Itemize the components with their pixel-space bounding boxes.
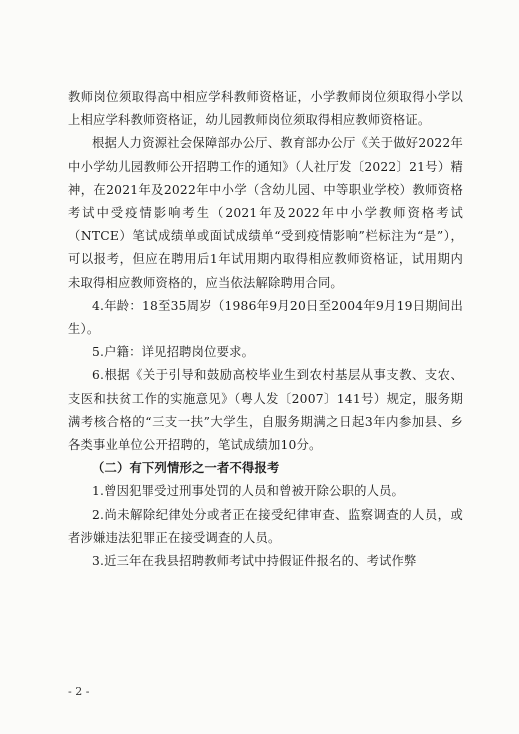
page-number: - 2 - bbox=[68, 685, 90, 698]
section-heading-exclusions: （二）有下列情形之一者不得报考 bbox=[92, 461, 280, 476]
paragraph-exclusion-2: 2.尚未解除纪律处分或者正在接受纪律审查、监察调查的人员，或者涉嫌违法犯罪正在接受调查的人员。 bbox=[68, 507, 463, 545]
document-body bbox=[68, 86, 463, 573]
paragraph-household-registration: 5.户籍：详见招聘岗位要求。 bbox=[92, 345, 255, 360]
paragraph-epidemic-policy: 根据人力资源社会保障部办公厅、教育部办公厅《关于做好2022年中小学幼儿园教师公开招聘工作的通知》（人社厅发〔2022〕21号）精神，在2021年及2022年中小学（含幼儿园、中等职业学校）教师资格考试中受疫情影响考生（2021年及2022年中小学教师资格考试（NTCE）笔试成绩单或面试成绩单“受到疫情影响”栏标注为“是”），可以报考，但应在聘用后1年试用期内取得相应教师资格证，试用期内未取得相应教师资格的，应当依法解除聘用合同。 bbox=[68, 136, 463, 290]
paragraph-age-requirement: 4.年龄：18至35周岁（1986年9月20日至2004年9月19日期间出生）。 bbox=[68, 298, 463, 337]
paragraph-exclusion-1: 1.曾因犯罪受过刑事处罚的人员和曾被开除公职的人员。 bbox=[92, 484, 405, 499]
paragraph-exclusion-3: 3.近三年在我县招聘教师考试中持假证件报名的、考试作弊 bbox=[92, 554, 417, 569]
paragraph-bonus-points: 6.根据《关于引导和鼓励高校毕业生到农村基层从事支教、支农、支医和扶贫工作的实施意见》（粤人发〔2007〕141号）规定，服务期满考核合格的“三支一扶”大学生，自服务期满之日起3年内参加县、乡各类事业单位公开招聘的，笔试成绩加10分。 bbox=[68, 368, 463, 453]
paragraph-qualification-cert: 教师岗位须取得高中相应学科教师资格证，小学教师岗位须取得小学以上相应学科教师资格证，幼儿园教师岗位须取得相应教师资格证。 bbox=[68, 90, 463, 128]
